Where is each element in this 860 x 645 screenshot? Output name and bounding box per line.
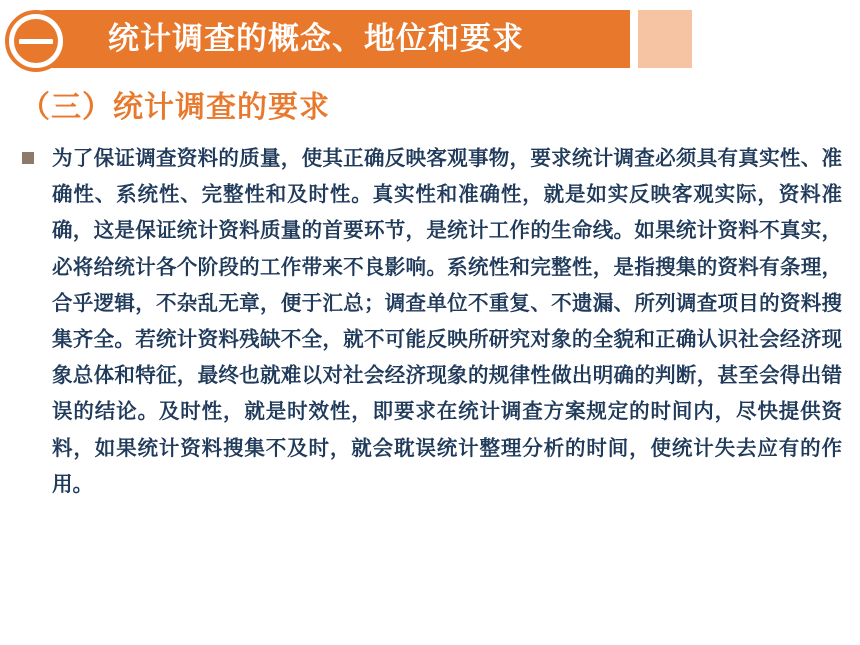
section-title: （三）统计调查的要求 xyxy=(20,90,330,125)
section-number-badge xyxy=(5,10,67,72)
section-numeral-glyph xyxy=(19,39,53,44)
header-title: 统计调查的概念、地位和要求 xyxy=(108,21,524,57)
bullet-square-icon xyxy=(22,152,34,164)
body-paragraph: 为了保证调查资料的质量，使其正确反映客观事物，要求统计调查必须具有真实性、准确性、系统性、完整性和及时性。真实性和准确性，就是如实反映客观实际，资料准确，这是保证统计资料质量的首要环节，是统计工作的生命线。如果统计资料不真实，必将给统计各个阶段的工作带来不良影响。系统性和完整性，是指搜集的资料有条理，合乎逻辑，不杂乱无章，便于汇总；调查单位不重复、不遗漏、所列调查项目的资料搜集齐全。若统计资料残缺不全，就不可能反映所研究对象的全貌和正确认识社会经济现象总体和特征，最终也就难以对社会经济现象的规律性做出明确的判断，甚至会得出错误的结论。及时性，就是时效性，即要求在统计调查方案规定的时间内，尽快提供资料，如果统计资料搜集不及时，就会耽误统计整理分析的时间，使统计失去应有的作用。 xyxy=(52,146,842,496)
header-decor-square xyxy=(638,10,692,68)
